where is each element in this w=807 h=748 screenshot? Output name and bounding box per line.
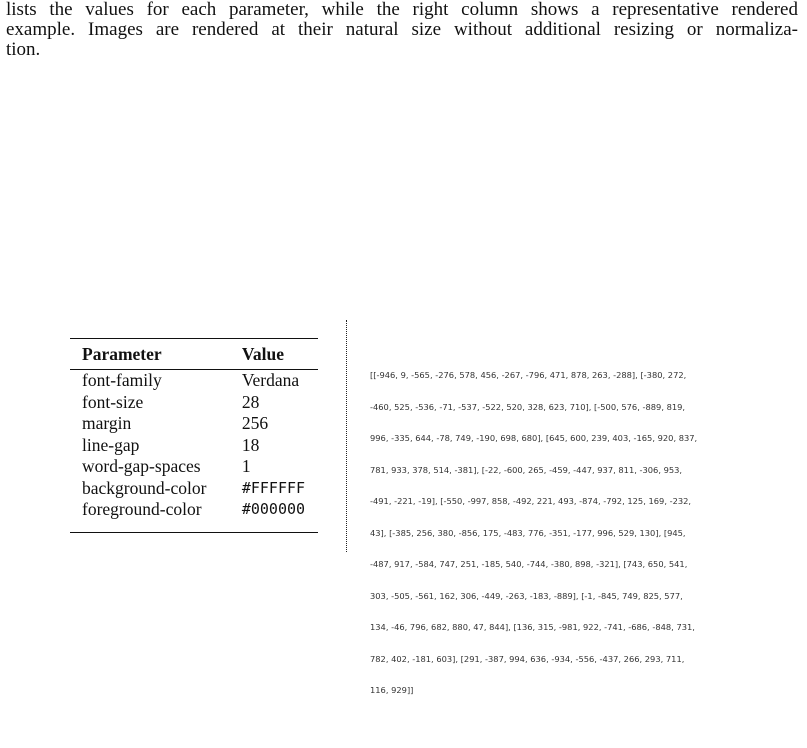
param-value: #FFFFFF xyxy=(241,478,306,497)
example-line: -491, -221, -19], [-550, -997, 858, -492, 221, 493, -874, -792, 125, 169, -232, xyxy=(370,496,692,506)
param-name: margin xyxy=(82,413,132,433)
table-row xyxy=(70,456,318,478)
table-row xyxy=(70,478,318,500)
example-line: 303, -505, -561, 162, 306, -449, -263, -183, -889], [-1, -845, 749, 825, 577, xyxy=(370,590,683,601)
param-value: Verdana xyxy=(241,370,300,390)
parameter-table xyxy=(70,340,318,521)
table-header-row xyxy=(70,340,318,370)
intro-line-1: lists the values for each parameter, while the right column shows a representative rendered xyxy=(6,0,798,20)
param-value: #000000 xyxy=(241,500,306,518)
example-line: -460, 525, -536, -71, -537, -522, 520, 328, 623, 710], [-500, 576, -889, 819, xyxy=(370,401,686,412)
table-bottom-rule xyxy=(70,532,318,533)
column-divider xyxy=(346,320,347,552)
example-line: [[-946, 9, -565, -276, 578, 456, -267, -796, 471, 878, 263, -288], [-380, 272, xyxy=(370,370,687,380)
param-value: 28 xyxy=(241,391,260,412)
intro-line-3: tion. xyxy=(6,39,41,60)
table-top-rule xyxy=(70,338,318,339)
example-line: 43], [-385, 256, 380, -856, 175, -483, 776, -351, -177, 996, 529, 130], [945, xyxy=(370,527,686,538)
header-parameter: Parameter xyxy=(70,340,230,370)
param-value: 1 xyxy=(241,456,251,476)
param-name: background-color xyxy=(82,477,207,498)
example-line: -487, 917, -584, 747, 251, -185, 540, -744, -380, 898, -321], [743, 650, 541, xyxy=(370,559,688,569)
example-line: 781, 933, 378, 514, -381], [-22, -600, 265, -459, -447, 937, 811, -306, 953, xyxy=(370,464,683,475)
param-name: word-gap-spaces xyxy=(82,456,201,476)
table-row xyxy=(70,499,318,521)
table-row xyxy=(70,370,318,392)
param-name: foreground-color xyxy=(82,499,202,519)
param-name: font-size xyxy=(82,391,144,412)
rendered-example-text xyxy=(370,349,750,748)
param-value: 256 xyxy=(241,413,269,433)
intro-line-2: example. Images are rendered at their natural size without additional resizing or normaliza- xyxy=(6,19,798,40)
table-row xyxy=(70,392,318,414)
table-row xyxy=(70,435,318,457)
example-line: 134, -46, 796, 682, 880, 47, 844], [136, 315, -981, 922, -741, -686, -848, 731, xyxy=(370,622,695,632)
table-row xyxy=(70,413,318,435)
param-value: 18 xyxy=(241,434,260,455)
intro-paragraph xyxy=(6,0,798,60)
param-name: line-gap xyxy=(82,434,140,455)
header-value: Value xyxy=(230,340,318,370)
param-name: font-family xyxy=(82,370,162,390)
example-line: 996, -335, 644, -78, 749, -190, 698, 680], [645, 600, 239, 403, -165, 920, 837, xyxy=(370,433,698,443)
example-line: 782, 402, -181, 603], [291, -387, 994, 636, -934, -556, -437, 266, 293, 711, xyxy=(370,653,685,664)
example-line: 116, 929]] xyxy=(370,685,414,695)
